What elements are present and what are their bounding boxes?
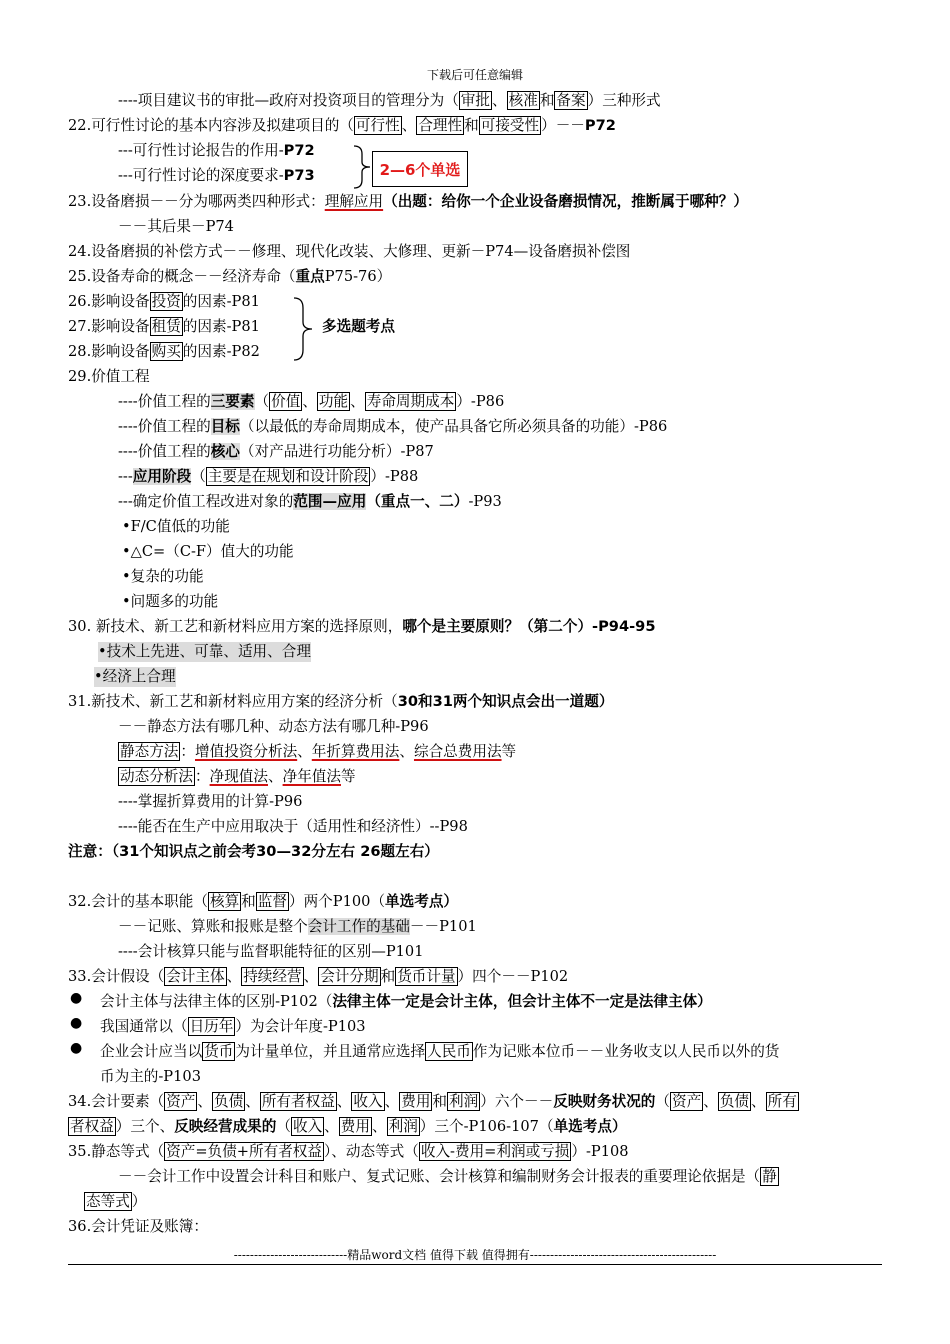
text: 30. 新技术、新工艺和新材料应用方案的选择原则， [68, 618, 403, 635]
boxed-term: 核准 [508, 92, 538, 109]
text: ----价值工程的 [118, 443, 211, 460]
text: 会计主体与法律主体的区别-P102（ [100, 993, 333, 1010]
text: （ [191, 468, 206, 485]
text: ）-P108 [571, 1143, 629, 1160]
text-line [84, 1192, 146, 1212]
text-line [100, 1042, 779, 1062]
boxed-term: 所有 [767, 1093, 797, 1110]
text: 25.设备寿命的概念－－经济寿命（ [68, 268, 296, 285]
text: 、 [267, 768, 283, 785]
bold-text: 30和31两个知识点会出一道题） [397, 693, 614, 710]
text: 的因素-P81 [182, 318, 260, 335]
text: 22.可行性讨论的基本内容涉及拟建项目的（ [68, 117, 354, 134]
list-item: •△C=（C-F）值大的功能 [122, 543, 294, 560]
underlined-text: 综合总费用法 [413, 743, 502, 760]
text-line [68, 1092, 799, 1112]
text: －－记账、算账和报账是整个 [118, 918, 308, 935]
boxed-term: 利润 [388, 1118, 418, 1135]
text-line: 24.设备磨损的补偿方式－－修理、现代化改装、大修理、更新－P74—设备磨损补偿图 [68, 243, 631, 260]
boxed-term: 会计分期 [320, 968, 379, 985]
bullet-icon: ● [70, 1015, 83, 1031]
boxed-term: 人民币 [427, 1043, 471, 1060]
text-line: 36.会计凭证及账簿： [68, 1218, 208, 1235]
boxed-term: 所有者权益 [261, 1093, 335, 1110]
text: 、 [303, 968, 319, 985]
boxed-term: 合理性 [418, 117, 463, 134]
text: 、 [401, 117, 417, 134]
text: 28.影响设备 [68, 343, 150, 360]
text: 和 [241, 893, 256, 910]
text-line [68, 617, 655, 637]
boxed-term: 静 [762, 1168, 777, 1185]
text: 33.会计假设（ [68, 968, 165, 985]
text-line [118, 1167, 779, 1187]
boxed-term: 费用 [340, 1118, 370, 1135]
boxed-term: 动态分析法 [120, 768, 193, 785]
text: 、 [302, 393, 317, 410]
highlight-text: 会计工作的基础 [307, 918, 410, 935]
text: 、 [197, 1093, 212, 1110]
bold-text: P72 [283, 142, 315, 159]
underlined-text: 年折算费用法 [311, 743, 400, 760]
text: ）六个－－ [480, 1093, 554, 1110]
text: 26.影响设备 [68, 293, 150, 310]
boxed-term: 货币计量 [397, 968, 456, 985]
bold-text: P72 [584, 117, 616, 134]
text: --- [118, 468, 133, 485]
bold-text: （出题：给你一个企业设备磨损情况，推断属于哪种？） [383, 193, 748, 210]
bold-text: 反映财务状况的 [553, 1093, 656, 1110]
text-line [118, 767, 356, 787]
text: 、 [384, 1093, 400, 1110]
boxed-term: 负债 [719, 1093, 750, 1110]
boxed-term: 资产 [166, 1093, 196, 1110]
text-line [118, 417, 667, 437]
text: ）、动态等式（ [324, 1143, 419, 1160]
text-line [118, 492, 502, 512]
text: －－会计工作中设置会计科目和账户、复式记账、会计核算和编制财务会计报表的重要理论依据是（ [118, 1168, 761, 1185]
text: ---确定价值工程改进对象的 [118, 493, 294, 510]
boxed-term: 资产=负债+所有者权益 [166, 1143, 322, 1160]
text: ） [131, 1193, 147, 1210]
text: ）三个、 [115, 1118, 175, 1135]
boxed-term: 持续经营 [243, 968, 302, 985]
list-item: •F/C值低的功能 [122, 518, 230, 535]
text-line [68, 317, 260, 337]
text: 、 [350, 393, 365, 410]
brace-icon [292, 296, 316, 362]
text: ----价值工程的 [118, 393, 211, 410]
text-line [118, 166, 315, 186]
text: ）为会计年度-P103 [235, 1018, 366, 1035]
text: 的因素-P81 [182, 293, 260, 310]
text-line: －－其后果－P74 [118, 218, 234, 235]
text: ）－－ [541, 117, 585, 134]
bold-text: （重点一、二） [366, 493, 469, 510]
page-header: 下载后可任意编辑 [426, 68, 523, 82]
note-box: 2—6个单选 [372, 151, 468, 187]
boxed-term: 价值 [271, 393, 301, 410]
text: ）-P86 [456, 393, 505, 410]
list-item: •复杂的功能 [122, 568, 204, 585]
boxed-term: 可接受性 [480, 117, 540, 134]
underlined-text: 净年值法 [282, 768, 341, 785]
bullet-icon: ● [70, 1040, 83, 1056]
boxed-term: 资产 [672, 1093, 702, 1110]
text: 、 [245, 1093, 260, 1110]
text: 为计量单位，并且通常应选择 [235, 1043, 426, 1060]
text: 、 [371, 1118, 387, 1135]
text: （对产品进行功能分析）-P87 [239, 443, 434, 460]
list-item: •经济上合理 [94, 668, 176, 685]
text-line [100, 1017, 366, 1037]
boxed-term: 收入 [353, 1093, 383, 1110]
text: ： [180, 743, 195, 760]
text: ）两个P100（ [288, 893, 386, 910]
boxed-term: 费用 [401, 1093, 431, 1110]
list-item: •问题多的功能 [122, 593, 219, 610]
text: （ [655, 1093, 670, 1110]
boxed-term: 投资 [151, 293, 181, 310]
boxed-term: 功能 [318, 393, 349, 410]
text-line: ----会计核算只能与监督职能特征的区别—P101 [118, 943, 424, 960]
text-line [118, 742, 516, 762]
text: 和 [539, 92, 555, 109]
boxed-term: 备案 [556, 92, 586, 109]
underlined-text: 增值投资分析法 [195, 743, 298, 760]
highlight-text: 范围—应用 [293, 493, 367, 510]
text: 企业会计应当以 [100, 1043, 203, 1060]
highlight-text: 核心 [210, 443, 240, 460]
text-line [118, 392, 504, 412]
text-line [68, 292, 260, 312]
bold-text: P73 [283, 167, 315, 184]
highlight-text: 三要素 [210, 393, 255, 410]
boxed-term: 负债 [214, 1093, 244, 1110]
text-line [68, 692, 613, 712]
boxed-term: 会计主体 [166, 968, 225, 985]
text-line [68, 267, 391, 287]
text-line [68, 1142, 629, 1162]
bullet-icon: ● [70, 990, 83, 1006]
text-line: 29.价值工程 [68, 368, 150, 385]
text: 、 [226, 968, 242, 985]
boxed-term: 日历年 [189, 1018, 234, 1035]
text-line: ----掌握折算费用的计算-P96 [118, 793, 303, 810]
text: -P93 [468, 493, 502, 510]
text: ----项目建议书的审批—政府对投资项目的管理分为（ [118, 92, 459, 109]
text: ---可行性讨论报告的作用- [118, 142, 284, 159]
text: 我国通常以（ [100, 1018, 188, 1035]
bold-text: 单选考点） [553, 1118, 627, 1135]
highlight-text: 应用阶段 [132, 468, 192, 485]
boxed-term: 静态方法 [120, 743, 179, 760]
text: 作为记账本位币－－业务收支以人民币以外的货 [472, 1043, 780, 1060]
text: （ [254, 393, 270, 410]
text-line [118, 141, 315, 161]
underlined-text: 净现值法 [209, 768, 268, 785]
text-line: ----能否在生产中应用取决于（适用性和经济性）--P98 [118, 818, 468, 835]
text: P75-76） [324, 268, 392, 285]
text-line [100, 992, 712, 1012]
text: 32.会计的基本职能（ [68, 893, 208, 910]
bold-text: 重点 [295, 268, 325, 285]
text: ）四个－－P102 [457, 968, 569, 985]
boxed-term: 监督 [257, 893, 287, 910]
text: 和 [380, 968, 396, 985]
text: 和 [464, 117, 479, 134]
text-line [68, 116, 616, 136]
text: 、 [336, 1093, 352, 1110]
list-item: •技术上先进、可靠、适用、合理 [98, 643, 311, 660]
text-line [68, 892, 458, 912]
text: 23.设备磨损－－分为哪两类四种形式： [68, 193, 325, 210]
boxed-term: 者权益 [70, 1118, 114, 1135]
boxed-term: 租赁 [151, 318, 181, 335]
text-line [118, 442, 434, 462]
text: ）-P88 [370, 468, 419, 485]
footer-rule [68, 1264, 882, 1265]
text: 等 [501, 743, 517, 760]
text: 31.新技术、新工艺和新材料应用方案的经济分析（ [68, 693, 398, 710]
brace-icon [352, 144, 374, 190]
text: ----价值工程的 [118, 418, 211, 435]
text: 、 [492, 92, 507, 109]
text: 的因素-P82 [182, 343, 260, 360]
boxed-term: 购买 [151, 343, 181, 360]
text-line [68, 192, 748, 212]
text-line [118, 91, 661, 111]
boxed-term: 可行性 [355, 117, 400, 134]
bold-text: 法律主体一定是会计主体，但会计主体不一定是法律主体） [332, 993, 712, 1010]
text: （ [276, 1118, 291, 1135]
underlined-text: 理解应用 [324, 193, 384, 210]
boxed-term: 收入 [292, 1118, 323, 1135]
page-footer: ----------------------------精品word文档 值得下载 值得拥有---------------------------------------------- [233, 1248, 717, 1262]
boxed-term: 审批 [460, 92, 490, 109]
text: ---可行性讨论的深度要求- [118, 167, 284, 184]
boxed-term: 态等式 [86, 1193, 130, 1210]
text-line [68, 967, 568, 987]
bold-text: 哪个是主要原则？（第二个）-P94-95 [402, 618, 656, 635]
text-line: 币为主的-P103 [100, 1068, 201, 1085]
boxed-term: 主要是在规划和设计阶段 [207, 468, 369, 485]
highlight-text: 目标 [210, 418, 240, 435]
text: 、 [703, 1093, 718, 1110]
text-line [118, 917, 477, 937]
text: 、 [751, 1093, 766, 1110]
text-line: －－静态方法有哪几种、动态方法有哪几种-P96 [118, 718, 429, 735]
text: （以最低的寿命周期成本，使产品具备它所必须具备的功能）-P86 [239, 418, 668, 435]
brace-label: 多选题考点 [322, 318, 395, 335]
text: －－P101 [409, 918, 477, 935]
text: 、 [324, 1118, 339, 1135]
text-line [68, 342, 260, 362]
text: ： [194, 768, 210, 785]
text: 和 [432, 1093, 448, 1110]
text: 、 [399, 743, 414, 760]
bold-text: 反映经营成果的 [174, 1118, 277, 1135]
boxed-term: 核算 [209, 893, 240, 910]
boxed-term: 货币 [204, 1043, 234, 1060]
bold-text: 单选考点） [385, 893, 459, 910]
text: 34.会计要素（ [68, 1093, 165, 1110]
text: 27.影响设备 [68, 318, 150, 335]
text-line [68, 1117, 627, 1137]
boxed-term: 寿命周期成本 [366, 393, 455, 410]
text-line [118, 467, 418, 487]
text: ）三个-P106-107（ [419, 1118, 554, 1135]
boxed-term: 收入-费用=利润或亏损 [420, 1143, 570, 1160]
text: 、 [297, 743, 312, 760]
text: 等 [340, 768, 356, 785]
text: 35.静态等式（ [68, 1143, 165, 1160]
note-line: 注意：（31个知识点之前会考30—32分左右 26题左右） [68, 843, 439, 860]
text: ）三种形式 [587, 92, 661, 109]
boxed-term: 利润 [449, 1093, 479, 1110]
